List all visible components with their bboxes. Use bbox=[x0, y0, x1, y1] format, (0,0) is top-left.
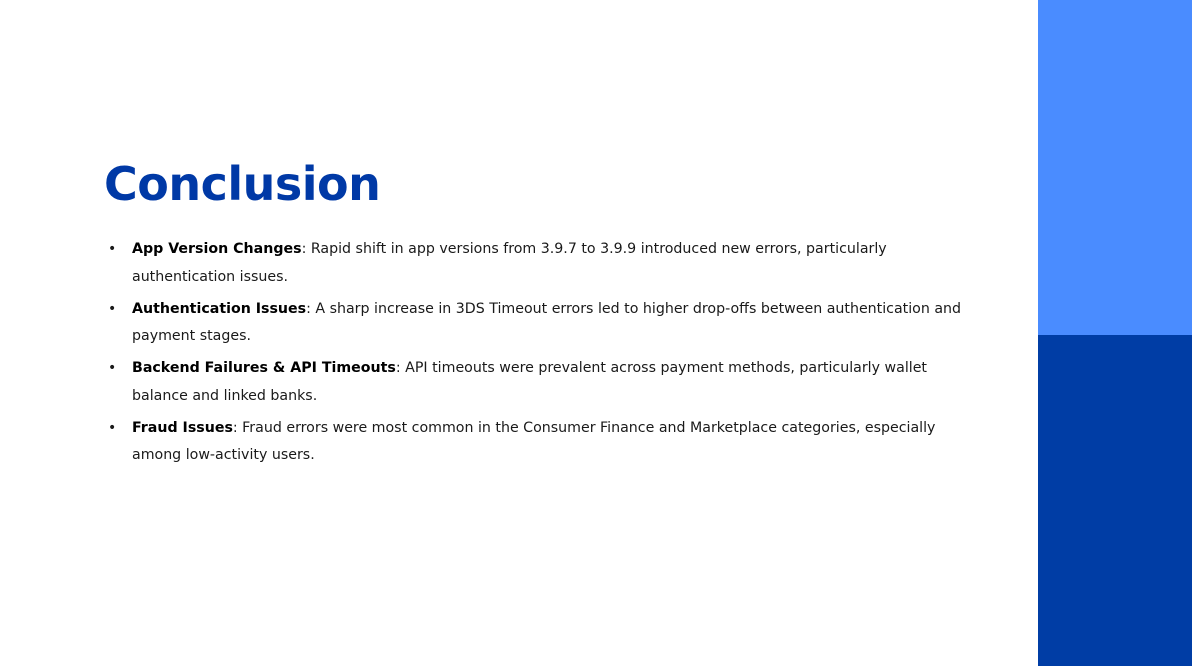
bullet-icon: • bbox=[108, 360, 117, 376]
list-item bbox=[106, 415, 976, 470]
list-item bbox=[106, 355, 976, 410]
bullet-icon: • bbox=[108, 241, 117, 257]
bullet-term: Authentication Issues bbox=[132, 300, 307, 317]
accent-panel-bottom bbox=[1038, 335, 1192, 666]
list-item bbox=[106, 236, 976, 291]
bullet-text: : A sharp increase in 3DS Timeout errors led to higher drop-offs between authentication and payment stages. bbox=[132, 300, 962, 344]
bullet-icon: • bbox=[108, 300, 117, 317]
list-item bbox=[106, 296, 976, 351]
conclusion-list bbox=[106, 236, 976, 474]
bullet-term: Fraud Issues bbox=[132, 419, 233, 436]
bullet-term: Backend Failures & API Timeouts bbox=[132, 360, 396, 376]
accent-panel-top bbox=[1038, 0, 1192, 335]
bullet-text: : Rapid shift in app versions from 3.9.7 to 3.9.9 introduced new errors, particularly authentication issues. bbox=[132, 241, 887, 285]
bullet-icon: • bbox=[108, 419, 117, 436]
bullet-term: App Version Changes bbox=[132, 241, 302, 257]
bullet-text: : Fraud errors were most common in the Consumer Finance and Marketplace categories, especially among low-activity users. bbox=[132, 419, 936, 463]
bullet-text: : API timeouts were prevalent across payment methods, particularly wallet balance and linked banks. bbox=[132, 360, 927, 404]
slide-title: Conclusion bbox=[104, 157, 381, 211]
